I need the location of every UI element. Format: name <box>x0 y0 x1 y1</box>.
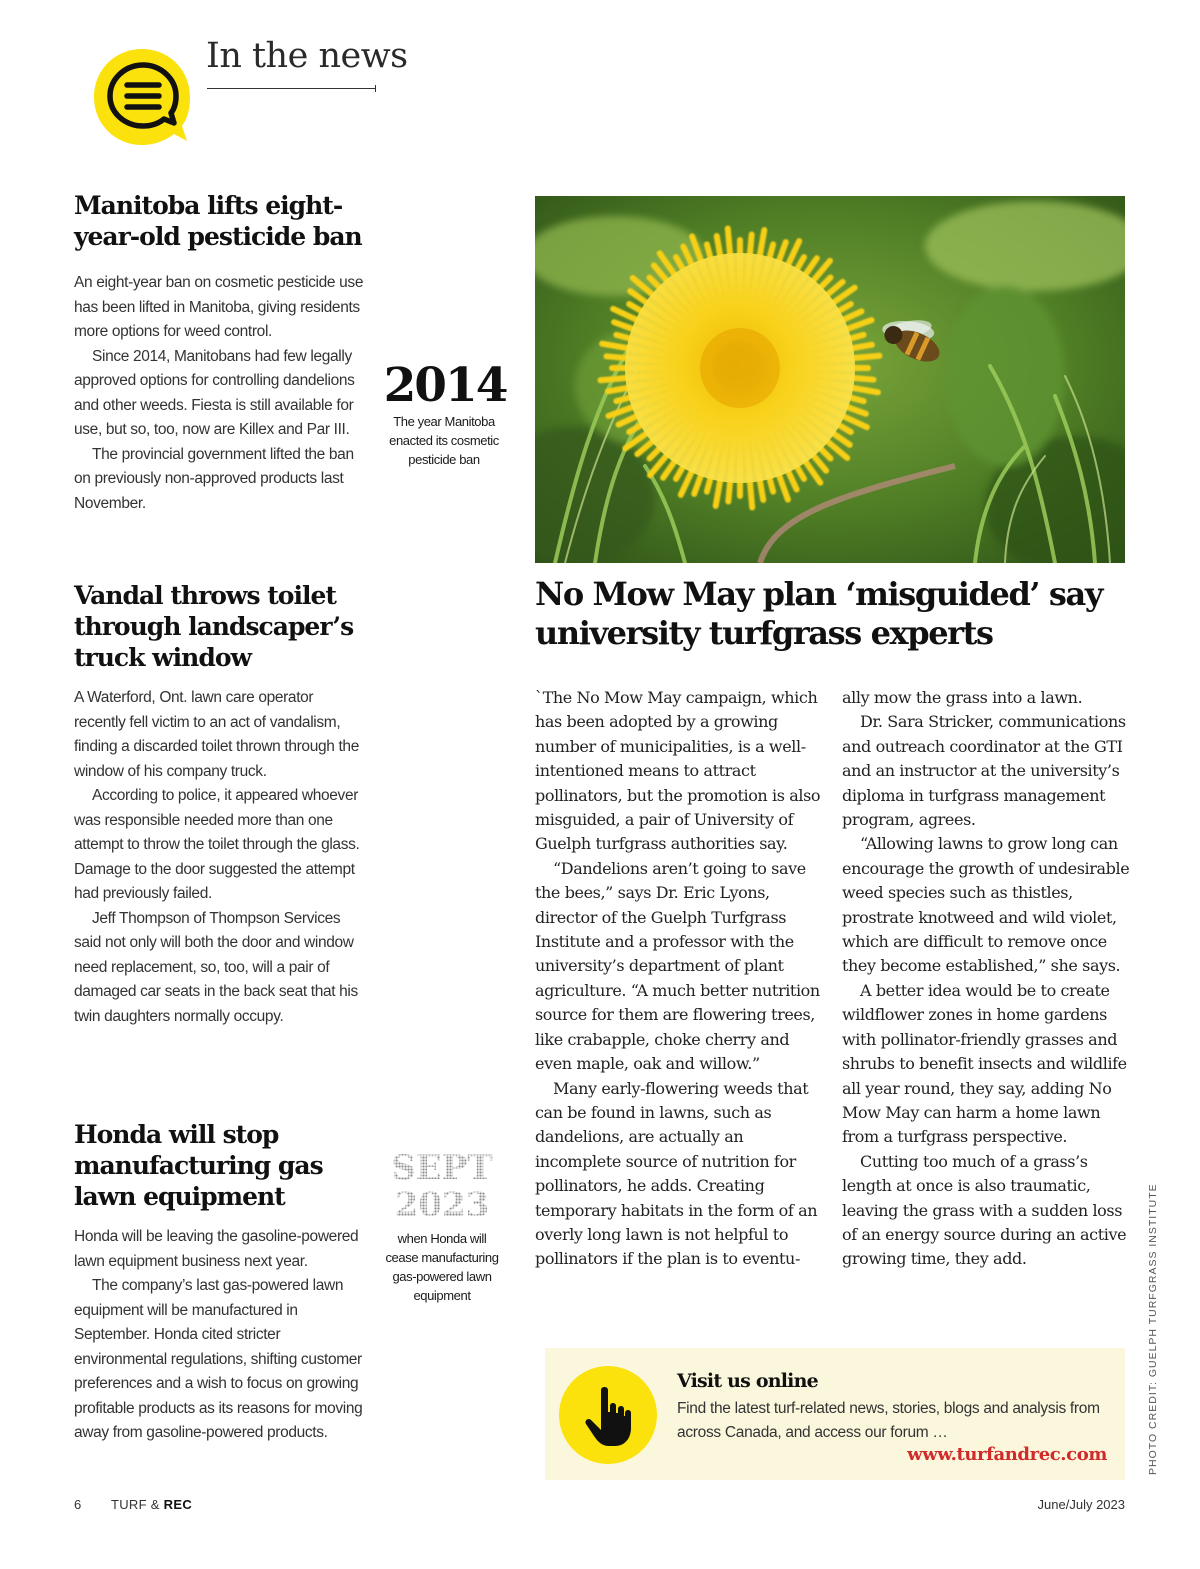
stat-caption-sept-2023: when Honda will cease manufacturing gas-powered lawn equipment <box>385 1231 499 1303</box>
story-body-manitoba <box>74 271 364 516</box>
photo-credit: PHOTO CREDIT: GUELPH TURFGRASS INSTITUTE <box>1147 1183 1159 1475</box>
stat-caption-2014: The year Manitoba enacted its cosmetic pesticide ban <box>389 414 499 467</box>
section-title-rule <box>207 88 375 89</box>
story-paragraph: The company’s last gas-powered lawn equipment will be manufactured in September. Honda cited stricter environmental regulations, shifting customer preferences and a wish to focus on growing profitable products as its reasons for moving away from gasoline-powered products. <box>74 1277 363 1441</box>
story-paragraph: An eight-year ban on cosmetic pesticide use has been lifted in Manitoba, giving residents more options for weed control. <box>74 274 364 340</box>
magazine-name <box>111 1497 192 1512</box>
article-paragraph: ally mow the grass into a lawn. <box>842 688 1083 707</box>
magazine-name-suffix: REC <box>163 1497 193 1512</box>
article-paragraph: Cutting too much of a grass’s length at once is also traumatic, leaving the grass with a sudden loss of an energy source during an active growing time, they add. <box>842 1151 1127 1269</box>
turfandrec-website-link[interactable]: www.turfandrec.com <box>907 1444 1107 1465</box>
story-body-vandal <box>74 686 364 1029</box>
dandelion-with-bee-photo <box>535 196 1125 563</box>
visit-icon-circle <box>559 1366 657 1464</box>
story-headline-honda: Honda will stop manufacturing gas lawn equipment <box>74 1120 323 1211</box>
section-logo <box>90 45 194 149</box>
article-paragraph: “Allowing lawns to grow long can encourage the growth of undesirable weed species such as thistles, prostrate knotweed and wild violet, which are difficult to remove once they become established,” she says. <box>842 834 1130 976</box>
story-headline-manitoba: Manitoba lifts eight-year-old pesticide ban <box>74 191 362 251</box>
main-article-headline: No Mow May plan ‘misguided’ say university turfgrass experts <box>535 575 1103 652</box>
story-paragraph: According to police, it appeared whoever was responsible needed more than one attempt to throw the toilet through the glass. Damage to the door suggested the attempt had previously failed. <box>74 787 360 902</box>
visit-us-online-box <box>545 1348 1125 1480</box>
section-title: In the news <box>206 36 408 76</box>
story-paragraph: Jeff Thompson of Thompson Services said not only will both the door and window need replacement, so, too, will a pair of damaged car seats in the back seat that his twin daughters normally occupy. <box>74 909 358 1025</box>
story-headline-vandal: Vandal throws toilet through landscaper’s truck window <box>74 581 354 672</box>
article-paragraph: A better idea would be to create wildflower zones in home gardens with pollinator-friendly grasses and shrubs to benefit insects and wildlife all year round, they say, adding No Mow May can harm a home lawn from a turfgrass perspective. <box>842 980 1127 1147</box>
main-article-column-2 <box>842 686 1132 1272</box>
stat-value-sept-2023: SEPT 2023 <box>380 1150 504 1224</box>
page-number: 6 <box>74 1497 82 1512</box>
article-paragraph: `The No Mow May campaign, which has been adopted by a growing number of municipalities, is a well-intentioned means to attract pollinators, but the promotion is also misguided, a pair of University of Guelph turfgrass authorities say. <box>535 688 821 854</box>
stat-value-2014: 2014 <box>383 358 507 413</box>
speech-bubble-menu-icon <box>90 45 194 149</box>
story-paragraph: Since 2014, Manitobans had few legally approved options for controlling dandelions and other weeds. Fiesta is still available for use, but so, too, now are Killex and Par III. <box>74 347 355 438</box>
story-body-honda <box>74 1225 364 1446</box>
issue-date: June/July 2023 <box>1037 1497 1125 1512</box>
article-paragraph: “Dandelions aren’t going to save the bees,” says Dr. Eric Lyons, director of the Guelph Turfgrass Institute and a professor with the university’s department of plant agriculture. “A much better nutrition source for them are flowering trees, like crabapple, choke cherry and even maple, oak and willow.” <box>535 858 820 1074</box>
magazine-name-prefix: TURF & <box>111 1497 160 1512</box>
visit-us-title: Visit us online <box>677 1370 818 1392</box>
story-paragraph: The provincial government lifted the ban on previously non-approved products last November. <box>74 445 354 512</box>
story-paragraph: A Waterford, Ont. lawn care operator recently fell victim to an act of vandalism, finding a discarded toilet thrown through the window of his company truck. <box>74 689 359 780</box>
main-article-column-1 <box>535 686 825 1272</box>
visit-us-description: Find the latest turf-related news, stories, blogs and analysis from across Canada, and access our forum … <box>677 1400 1100 1441</box>
article-paragraph: Dr. Sara Stricker, communications and outreach coordinator at the GTI and an instructor at the university’s diploma in turfgrass management program, agrees. <box>842 712 1126 830</box>
article-paragraph: Many early-flowering weeds that can be found in lawns, such as dandelions, are actually an incomplete source of nutrition for pollinators, he adds. Creating temporary habitats in the form of an overly long lawn is not helpful to pollinators if the plan is to eventu- <box>535 1078 818 1269</box>
pointing-hand-cursor-icon <box>559 1366 657 1464</box>
story-paragraph: Honda will be leaving the gasoline-powered lawn equipment business next year. <box>74 1228 359 1270</box>
